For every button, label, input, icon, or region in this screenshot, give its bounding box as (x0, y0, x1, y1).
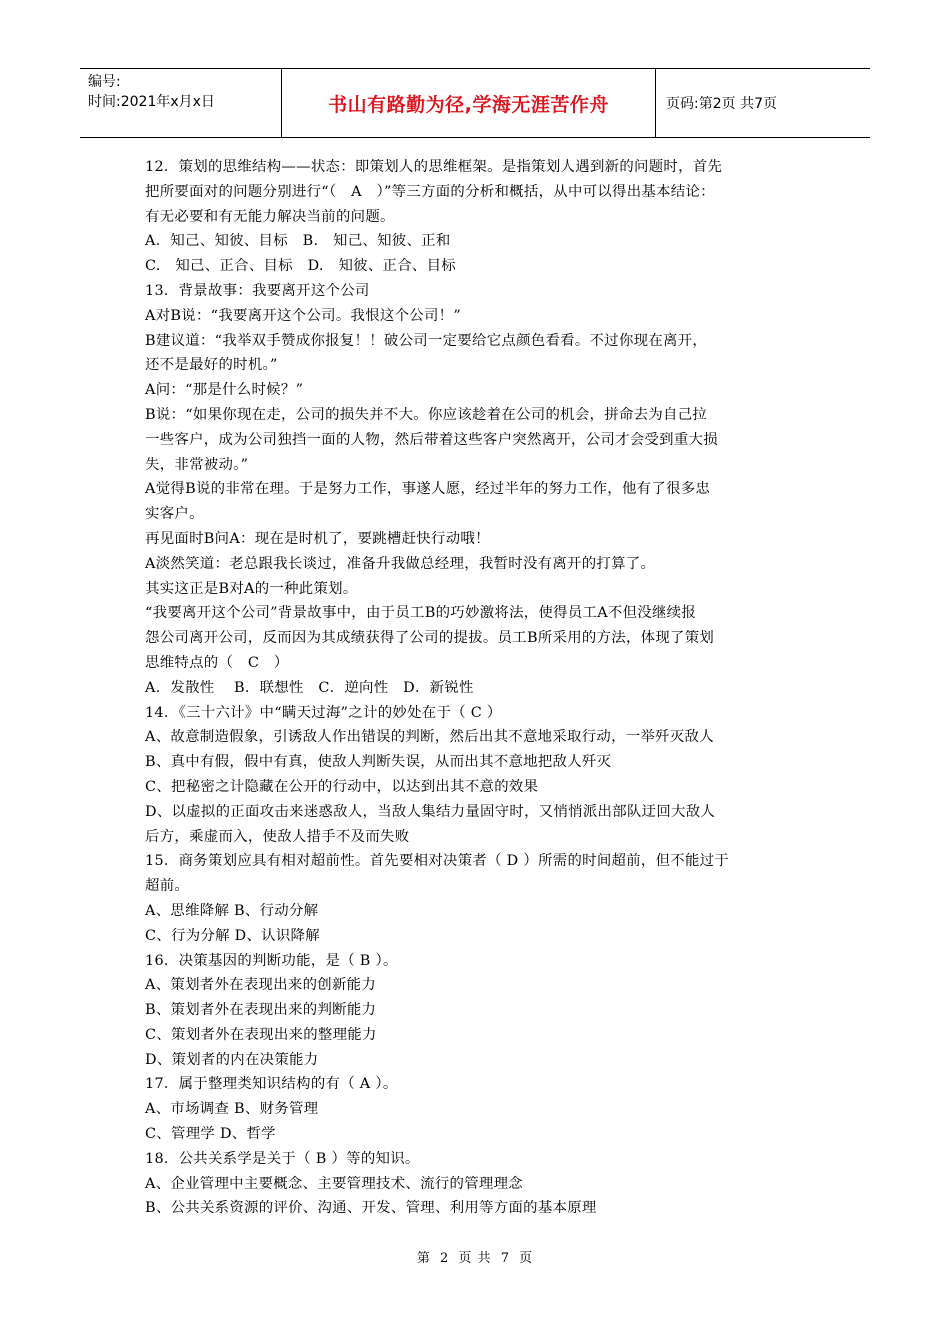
document-number-label: 编号: (88, 74, 121, 90)
header-page-info (656, 69, 870, 137)
header-motto (282, 69, 656, 137)
text-line: A觉得B说的非常在理。于是努力工作，事遂人愿，经过半年的努力工作，他有了很多忠 (145, 481, 711, 498)
footer-suffix: 页 (519, 1251, 534, 1266)
text-line: 后方，乘虚而入，使敌人措手不及而失败 (145, 828, 410, 845)
text-line: A、市场调查 B、财务管理 (145, 1101, 319, 1118)
footer-total-pages: 7 (500, 1251, 510, 1266)
text-line: A、策划者外在表现出来的创新能力 (145, 977, 377, 994)
text-line: A．发散性 B．联想性 C．逆向性 D．新锐性 (145, 679, 474, 696)
text-line: 15．商务策划应具有相对超前性。首先要相对决策者（ D ）所需的时间超前，但不能过于 (145, 853, 730, 870)
text-line: “我要离开这个公司”背景故事中，由于员工B的巧妙激将法，使得员工A不但没继续报 (145, 605, 697, 622)
text-line: 还不是最好的时机。” (145, 357, 278, 374)
text-line: 再见面时B问A：现在是时机了，要跳槽赶快行动哦！ (145, 530, 490, 547)
header-left-cell (80, 69, 282, 137)
text-line: C、把秘密之计隐藏在公开的行动中，以达到出其不意的效果 (145, 778, 539, 795)
text-line: A、思维降解 B、行动分解 (145, 902, 319, 919)
text-line: 有无必要和有无能力解决当前的问题。 (145, 208, 395, 225)
text-line: B说：“如果你现在走，公司的损失并不大。你应该趁着在公司的机会，拼命去为自己拉 (145, 406, 708, 423)
document-time-label: 时间:2021年x月x日 (88, 94, 215, 110)
text-line: A、故意制造假象，引诱敌人作出错误的判断，然后出其不意地采取行动，一举歼灭敌人 (145, 729, 714, 746)
footer-page-number: 2 (440, 1251, 450, 1266)
text-line: 17．属于整理类知识结构的有（ A ）。 (145, 1076, 398, 1093)
text-line: B、真中有假，假中有真，使敌人判断失误，从而出其不意地把敌人歼灭 (145, 754, 612, 771)
text-line: A对B说：“我要离开这个公司。我恨这个公司！” (145, 307, 462, 324)
text-line: A淡然笑道：老总跟我长谈过，准备升我做总经理，我暂时没有离开的打算了。 (145, 555, 656, 572)
text-line: C、行为分解 D、认识降解 (145, 927, 320, 944)
footer-prefix: 第 (416, 1251, 431, 1266)
text-line: A问：“那是什么时候？” (145, 382, 304, 399)
page-info-text: 页码:第2页 共7页 (666, 96, 777, 112)
page-footer (0, 1247, 950, 1266)
document-body (145, 155, 810, 1221)
text-line: B、策划者外在表现出来的判断能力 (145, 1002, 377, 1019)
text-line: B建议道：“我举双手赞成你报复！！破公司一定要给它点颜色看看。不过你现在离开， (145, 332, 708, 349)
text-line: 14．《三十六计》中“瞒天过海”之计的妙处在于（ C ） (145, 704, 502, 721)
text-line: C、策划者外在表现出来的整理能力 (145, 1026, 377, 1043)
text-line: B、公共关系资源的评价、沟通、开发、管理、利用等方面的基本原理 (145, 1200, 597, 1217)
page-header (80, 68, 870, 138)
text-line: 16．决策基因的判断功能，是（ B ）。 (145, 952, 398, 969)
text-line: A、企业管理中主要概念、主要管理技术、流行的管理理念 (145, 1175, 523, 1192)
motto-text: 书山有路勤为径,学海无涯苦作舟 (328, 93, 609, 116)
text-line: 失，非常被动。” (145, 456, 249, 473)
footer-middle: 页 共 (458, 1251, 492, 1266)
text-line: 13．背景故事：我要离开这个公司 (145, 282, 370, 299)
text-line: 12．策划的思维结构——状态：即策划人的思维框架。是指策划人遇到新的问题时，首先 (145, 159, 723, 175)
text-line: 超前。 (145, 878, 190, 895)
text-line: C. 知己、正合、目标 D. 知彼、正合、目标 (145, 258, 456, 275)
text-line: 把所要面对的问题分别进行“（ A ）”等三方面的分析和概括，从中可以得出基本结论： (145, 183, 715, 200)
text-line: 其实这正是B对A的一种此策划。 (145, 580, 358, 597)
text-line: 18．公共关系学是关于（ B ）等的知识。 (145, 1150, 420, 1167)
text-line: 一些客户，成为公司独挡一面的人物，然后带着这些客户突然离开，公司才会受到重大损 (145, 431, 718, 448)
text-line: 实客户。 (145, 506, 204, 523)
text-line: 怨公司离开公司，反而因为其成绩获得了公司的提拔。员工B所采用的方法，体现了策划 (145, 630, 715, 647)
text-line: D、策划者的内在决策能力 (145, 1051, 319, 1068)
text-line: A．知己、知彼、目标 B. 知己、知彼、正和 (145, 233, 451, 250)
text-line: 思维特点的（ C ） (145, 654, 289, 671)
text-line: C、管理学 D、哲学 (145, 1126, 276, 1143)
text-line: D、以虚拟的正面攻击来迷惑敌人，当敌人集结力量固守时，又悄悄派出部队迂回大敌人 (145, 803, 716, 820)
